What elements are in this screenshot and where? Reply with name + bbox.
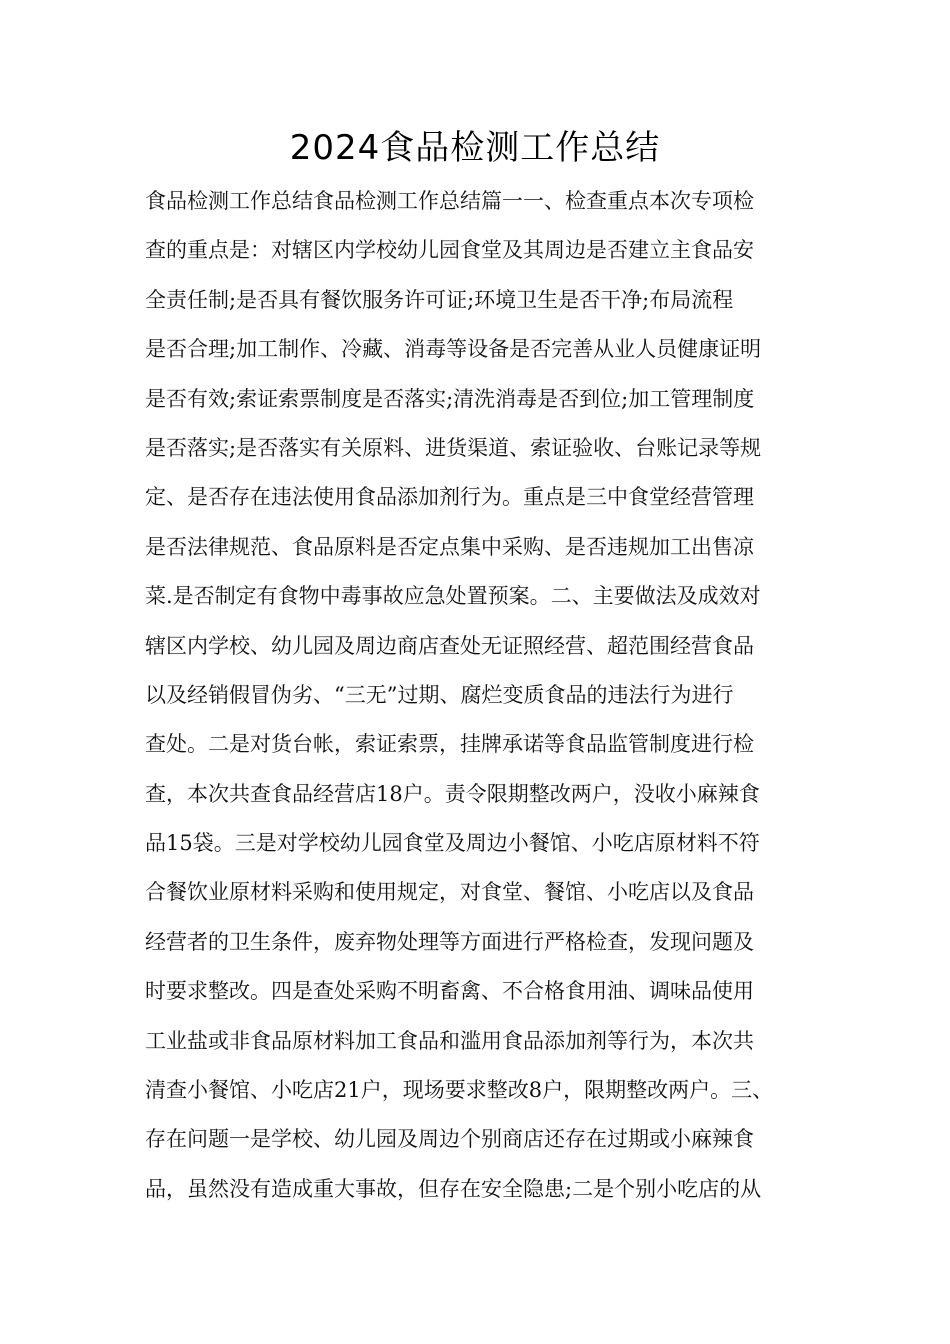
body-line: 查的重点是：对辖区内学校幼儿园食堂及其周边是否建立主食品安 xyxy=(145,238,754,263)
body-line: 定、是否存在违法使用食品添加剂行为。重点是三中食堂经营管理 xyxy=(145,485,754,510)
body-line: 是否有效;索证索票制度是否落实;清洗消毒是否到位;加工管理制度 xyxy=(145,386,755,411)
body-line: 经营者的卫生条件，废弃物处理等方面进行严格检查，发现问题及 xyxy=(145,929,754,954)
body-line: 食品检测工作总结食品检测工作总结篇一一、检查重点本次专项检 xyxy=(145,189,754,213)
body-line: 存在问题一是学校、幼儿园及周边个别商店还存在过期或小麻辣食 xyxy=(145,1127,754,1152)
body-line: 查处。二是对货台帐，索证索票，挂牌承诺等食品监管制度进行检 xyxy=(145,732,754,757)
body-line: 工业盐或非食品原材料加工食品和滥用食品添加剂等行为，本次共 xyxy=(145,1028,754,1053)
body-line: 查，本次共查食品经营店18户。责令限期整改两户，没收小麻辣食 xyxy=(145,781,760,806)
body-line: 清查小餐馆、小吃店21户，现场要求整改8户，限期整改两户。三、 xyxy=(145,1078,774,1103)
body-line: 菜.是否制定有食物中毒事故应急处置预案。二、主要做法及成效对 xyxy=(145,584,761,609)
body-line: 品，虽然没有造成重大事故，但存在安全隐患;二是个别小吃店的从 xyxy=(145,1176,762,1201)
document-title: 2024食品检测工作总结 xyxy=(289,128,661,168)
body-line: 品15袋。三是对学校幼儿园食堂及周边小餐馆、小吃店原材料不符 xyxy=(145,831,760,856)
body-line: 是否法律规范、食品原料是否定点集中采购、是否违规加工出售凉 xyxy=(145,534,754,559)
document-body xyxy=(145,180,835,1217)
body-line: 是否落实;是否落实有关原料、进货渠道、索证验收、台账记录等规 xyxy=(145,435,762,460)
body-line: 是否合理;加工制作、冷藏、消毒等设备是否完善从业人员健康证明 xyxy=(145,337,762,362)
body-line: 时要求整改。四是查处采购不明畜禽、不合格食用油、调味品使用 xyxy=(145,979,754,1004)
body-line: 合餐饮业原材料采购和使用规定，对食堂、餐馆、小吃店以及食品 xyxy=(145,880,754,905)
body-line: 辖区内学校、幼儿园及周边商店查处无证照经营、超范围经营食品 xyxy=(145,633,754,658)
body-line: 以及经销假冒伪劣、“三无”过期、腐烂变质食品的违法行为进行 xyxy=(145,682,734,707)
body-line: 全责任制;是否具有餐饮服务许可证;环境卫生是否干净;布局流程 xyxy=(145,287,734,312)
